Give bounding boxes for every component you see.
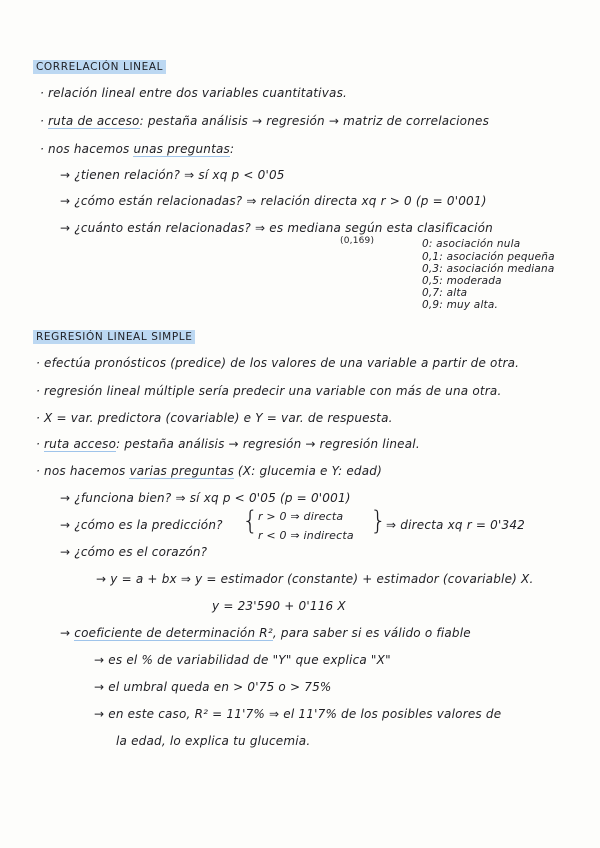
correlacion-value-note: (0,169) <box>340 236 375 246</box>
regresion-bullet-3: · X = var. predictora (covariable) e Y = var. de respuesta. <box>36 411 393 425</box>
prediction-option-directa: r > 0 ⇒ directa <box>258 510 344 523</box>
r2-point-1: → es el % de variabilidad de "Y" que explica "X" <box>94 653 391 667</box>
correlacion-question-1: → ¿tienen relación? ⇒ sí xq p < 0'05 <box>60 168 285 182</box>
ruta-acceso-underline: ruta acceso <box>44 437 117 451</box>
regresion-bullet-1: · efectúa pronósticos (predice) de los valores de una variable a partir de otra. <box>36 356 520 370</box>
prediction-option-indirecta: r < 0 ⇒ indirecta <box>258 529 354 542</box>
correlacion-bullet-3: · nos hacemos unas preguntas: <box>40 142 235 156</box>
regresion-question-1: → ¿funciona bien? ⇒ sí xq p < 0'05 (p = 0'001) <box>60 491 351 505</box>
prediction-result: ⇒ directa xq r = 0'342 <box>386 518 525 532</box>
scale-item: 0,3: asociación mediana <box>422 263 555 275</box>
r2-point-3: → en este caso, R² = 11'7% ⇒ el 11'7% de los posibles valores de <box>94 707 502 721</box>
correlacion-question-2: → ¿cómo están relacionadas? ⇒ relación directa xq r > 0 (p = 0'001) <box>60 194 487 208</box>
varias-preguntas-underline: varias preguntas <box>129 464 234 478</box>
regresion-bullet-4: · ruta acceso: pestaña análisis → regresión → regresión lineal. <box>36 437 420 451</box>
section-title-correlacion: CORRELACIÓN LINEAL <box>33 60 166 74</box>
correlacion-bullet-2: · ruta de acceso: pestaña análisis → regresión → matriz de correlaciones <box>40 114 490 128</box>
scale-item: 0,9: muy alta. <box>422 299 499 311</box>
scale-item: 0,7: alta <box>422 287 468 299</box>
regresion-question-3: → ¿cómo es el corazón? <box>60 545 208 559</box>
scale-item: 0,1: asociación pequeña <box>422 251 555 263</box>
regression-equation-result: y = 23'590 + 0'116 X <box>212 599 346 613</box>
regression-equation-general: → y = a + bx ⇒ y = estimador (constante) + estimador (covariable) X. <box>96 572 534 586</box>
scale-item: 0: asociación nula <box>422 238 521 250</box>
right-brace: } <box>370 506 387 536</box>
scale-item: 0,5: moderada <box>422 275 502 287</box>
section-title-regresion: REGRESIÓN LINEAL SIMPLE <box>33 330 195 344</box>
regresion-question-2: → ¿cómo es la predicción? <box>60 518 223 532</box>
r2-heading: → coeficiente de determinación R², para saber si es válido o fiable <box>60 626 471 640</box>
regresion-bullet-5: · nos hacemos varias preguntas (X: glucemia e Y: edad) <box>36 464 383 478</box>
unas-preguntas-underline: unas preguntas <box>133 142 230 156</box>
regresion-bullet-2: · regresión lineal múltiple sería predecir una variable con más de una otra. <box>36 384 502 398</box>
left-brace: { <box>242 506 259 536</box>
correlacion-bullet-1: · relación lineal entre dos variables cuantitativas. <box>40 86 348 100</box>
r2-point-2: → el umbral queda en > 0'75 o > 75% <box>94 680 332 694</box>
ruta-acceso-underline: ruta de acceso <box>48 114 140 128</box>
coeficiente-determinacion-underline: coeficiente de determinación R² <box>74 626 273 640</box>
r2-point-3-continued: la edad, lo explica tu glucemia. <box>116 734 311 748</box>
correlacion-question-3: → ¿cuánto están relacionadas? ⇒ es mediana según esta clasificación <box>60 221 493 235</box>
